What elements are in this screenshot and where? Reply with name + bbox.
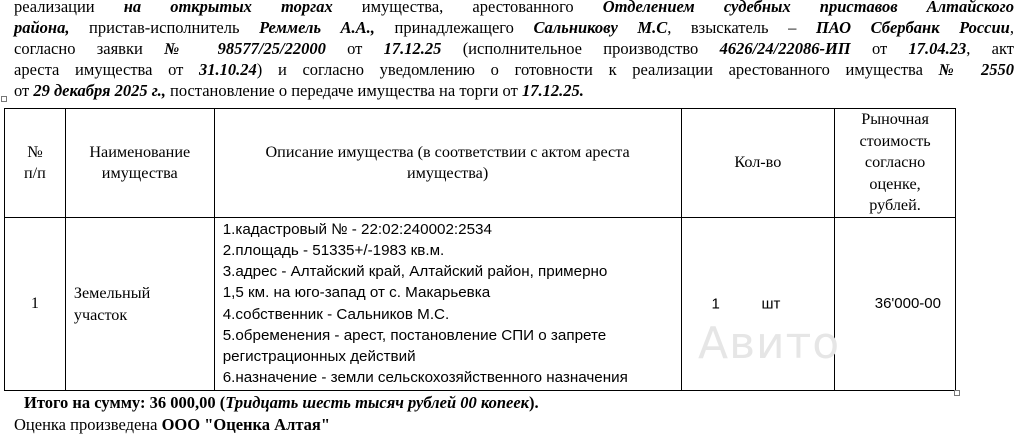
header-market-value: Рыночная стоимость согласно оценке, рублей. [835,109,956,218]
table-move-handle[interactable] [1,96,7,102]
intro-paragraph [14,0,1014,101]
quantity-value: 1 [711,295,720,312]
total-sum: Итого на сумму: 36 000,00 (Тридцать шесть тысяч рублей 00 копеек). [24,393,539,412]
paragraph-line-1: реализации на открытых торгах имущества, арестованного Отделением судебных приставов Алтайского [14,0,1015,16]
paragraph-line-3: согласно заявки № 98577/25/22000 от 17.12.25 (исполнительное производство 4626/24/22086-ИП от 17.04.23, акт [14,39,1014,58]
header-description: Описание имущества (в соответствии с актом ареста имущества) [214,109,681,218]
row-description: 1.кадастровый № - 22:02:240002:2534 2.площадь - 51335+/-1983 кв.м. 3.адрес - Алтайский край, Алтайский район, примерно 1,5 км. на юго-запад от с. Макарьевка 4.собственник - Сальников М.С. 5.обременения - арест, постановление СПИ о запрете регистрационных действий 6.назначение - земли сельскохозяйственного назначения [214,217,681,390]
header-number: № п/п [5,109,66,218]
header-quantity: Кол-во [681,109,835,218]
row-name: Земельный участок [65,217,214,390]
paragraph-line-2: района, пристав-исполнитель Реммель А.А., принадлежащего Сальникову М.С, взыскатель – ПАО Сбербанк России, [14,18,1014,37]
table-resize-handle[interactable] [954,390,960,396]
quantity-unit: шт [761,295,781,312]
row-market-value: 36'000-00 [835,217,956,390]
paragraph-line-5: от 29 декабря 2025 г., постановление о передаче имущества на торги от 17.12.25. [14,81,584,100]
table-header-row [5,109,956,218]
row-number: 1 [5,217,66,390]
header-name: Наименование имущества [65,109,214,218]
watermark-logo: Авито [698,318,841,369]
assessment-line: Оценка произведена ООО "Оценка Алтая" [14,415,331,434]
paragraph-line-4: ареста имущества от 31.10.24) и согласно уведомлению о готовности к реализации арестованного имущества № 2550 [14,60,1014,79]
